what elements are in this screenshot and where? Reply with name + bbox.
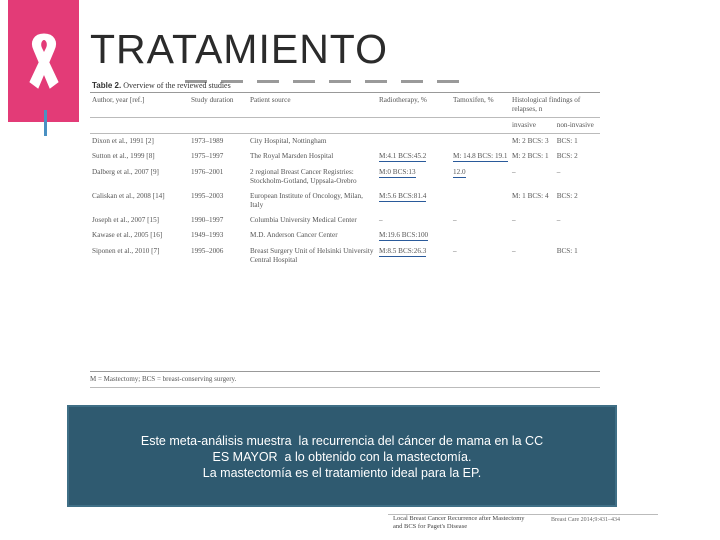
header-radiotherapy: Radiotherapy, %	[377, 93, 451, 118]
table-row	[90, 149, 600, 165]
cell-radiotherapy: M:0 BCS:13	[379, 168, 416, 176]
header-author: Author, year [ref.]	[90, 93, 189, 118]
cell-duration: 1949–1993	[191, 231, 224, 239]
cell-tamoxifen	[451, 228, 510, 244]
callout-text	[69, 433, 615, 481]
table-bottom-rule	[90, 387, 600, 388]
cell-invasive: –	[512, 247, 516, 255]
cell-radiotherapy: M:4.1 BCS:45.2	[379, 152, 427, 160]
table-row	[90, 228, 600, 244]
table-row	[90, 165, 600, 189]
cell-author: Dalberg et al., 2007 [9]	[92, 168, 159, 176]
cell-source: European Institute of Oncology, Milan, Italy	[250, 192, 363, 209]
cell-author: Kawase et al., 2005 [16]	[92, 231, 163, 239]
callout-line-2: ES MAYOR a lo obtenido con la mastectomía.	[212, 450, 472, 464]
cell-duration: 1975–1997	[191, 152, 224, 160]
cell-radiotherapy: M:8.5 BCS:26.3	[379, 247, 427, 255]
cell-tamoxifen: 12.0	[453, 168, 466, 176]
cell-noninvasive	[555, 228, 600, 244]
cell-source: 2 regional Breast Cancer Registries: Stockholm-Gotland, Uppsala-Orebro	[250, 168, 357, 185]
cell-radiotherapy: M:19.6 BCS:100	[379, 231, 429, 239]
table-header-row	[90, 93, 600, 118]
studies-table	[90, 93, 600, 268]
cell-tamoxifen: –	[453, 247, 457, 255]
ribbon-logo-box	[0, 0, 79, 122]
cell-noninvasive: BCS: 1	[556, 247, 578, 255]
cell-tamoxifen	[451, 189, 510, 213]
cell-author: Caliskan et al., 2008 [14]	[92, 192, 165, 200]
header-noninvasive: non-invasive	[555, 118, 600, 134]
cell-invasive	[510, 228, 555, 244]
cell-radiotherapy: –	[379, 216, 383, 224]
cell-radiotherapy: M:5.6 BCS:81.4	[379, 192, 427, 200]
table-row	[90, 213, 600, 228]
table-row	[90, 134, 600, 150]
table-caption-label: Table 2.	[92, 81, 122, 90]
cell-radiotherapy	[377, 134, 451, 150]
header-duration: Study duration	[189, 93, 248, 118]
cell-author: Joseph et al., 2007 [15]	[92, 216, 160, 224]
cell-noninvasive: BCS: 1	[556, 137, 578, 145]
header-source: Patient source	[248, 93, 377, 118]
callout-line-1: Este meta-análisis muestra la recurrencia del cáncer de mama en la CC	[140, 434, 544, 448]
ribbon-panel	[8, 0, 79, 122]
cell-tamoxifen: M: 14.8 BCS: 19.1	[453, 152, 508, 160]
cell-duration: 1973–1989	[191, 137, 224, 145]
table-row	[90, 189, 600, 213]
cell-duration: 1995–2006	[191, 247, 224, 255]
cell-author: Sutton et al., 1999 [8]	[92, 152, 155, 160]
table-footnote: M = Mastectomy; BCS = breast-conserving surgery.	[90, 371, 600, 383]
cell-noninvasive: –	[556, 168, 561, 176]
callout-line-3: La mastectomía es el tratamiento ideal para la EP.	[202, 466, 482, 480]
table-caption-text: Overview of the reviewed studies	[123, 81, 231, 90]
header-tamoxifen: Tamoxifen, %	[451, 93, 510, 118]
cell-duration: 1995–2003	[191, 192, 224, 200]
header-invasive: invasive	[510, 118, 555, 134]
slide-title: TRATAMIENTO	[90, 26, 388, 72]
table-row	[90, 244, 600, 268]
cell-invasive: M: 2 BCS: 3	[512, 137, 549, 145]
cell-author: Dixon et al., 1991 [2]	[92, 137, 154, 145]
accent-bar	[44, 110, 47, 136]
cell-invasive: –	[512, 216, 516, 224]
cell-duration: 1976–2001	[191, 168, 224, 176]
cell-source: City Hospital, Nottingham	[250, 137, 327, 145]
studies-table-image	[90, 79, 600, 389]
table-caption	[90, 79, 600, 93]
cell-author: Siponen et al., 2010 [7]	[92, 247, 160, 255]
cell-invasive: M: 1 BCS: 4	[512, 192, 549, 200]
cell-noninvasive: BCS: 2	[556, 192, 578, 200]
header-histological: Histological findings of relapses, n	[510, 93, 600, 118]
citation-article: Local Breast Cancer Recurrence after Mastectomy and BCS for Paget's Disease	[393, 515, 525, 530]
citation-journal: Breast Care 2014;9:431–434	[551, 517, 620, 523]
cell-source: Columbia University Medical Center	[250, 216, 357, 224]
cell-source: M.D. Anderson Cancer Center	[250, 231, 338, 239]
cell-source: The Royal Marsden Hospital	[250, 152, 334, 160]
cell-source: Breast Surgery Unit of Helsinki University Central Hospital	[250, 247, 374, 264]
table-subheader-row	[90, 118, 600, 134]
cell-tamoxifen	[451, 134, 510, 150]
awareness-ribbon-icon	[20, 30, 68, 92]
cell-noninvasive: –	[556, 216, 561, 224]
cell-invasive: M: 2 BCS: 1	[512, 152, 549, 160]
cell-invasive: –	[512, 168, 516, 176]
cell-tamoxifen: –	[453, 216, 457, 224]
cell-duration: 1990–1997	[191, 216, 224, 224]
cell-noninvasive: BCS: 2	[556, 152, 578, 160]
conclusion-callout	[67, 405, 617, 507]
